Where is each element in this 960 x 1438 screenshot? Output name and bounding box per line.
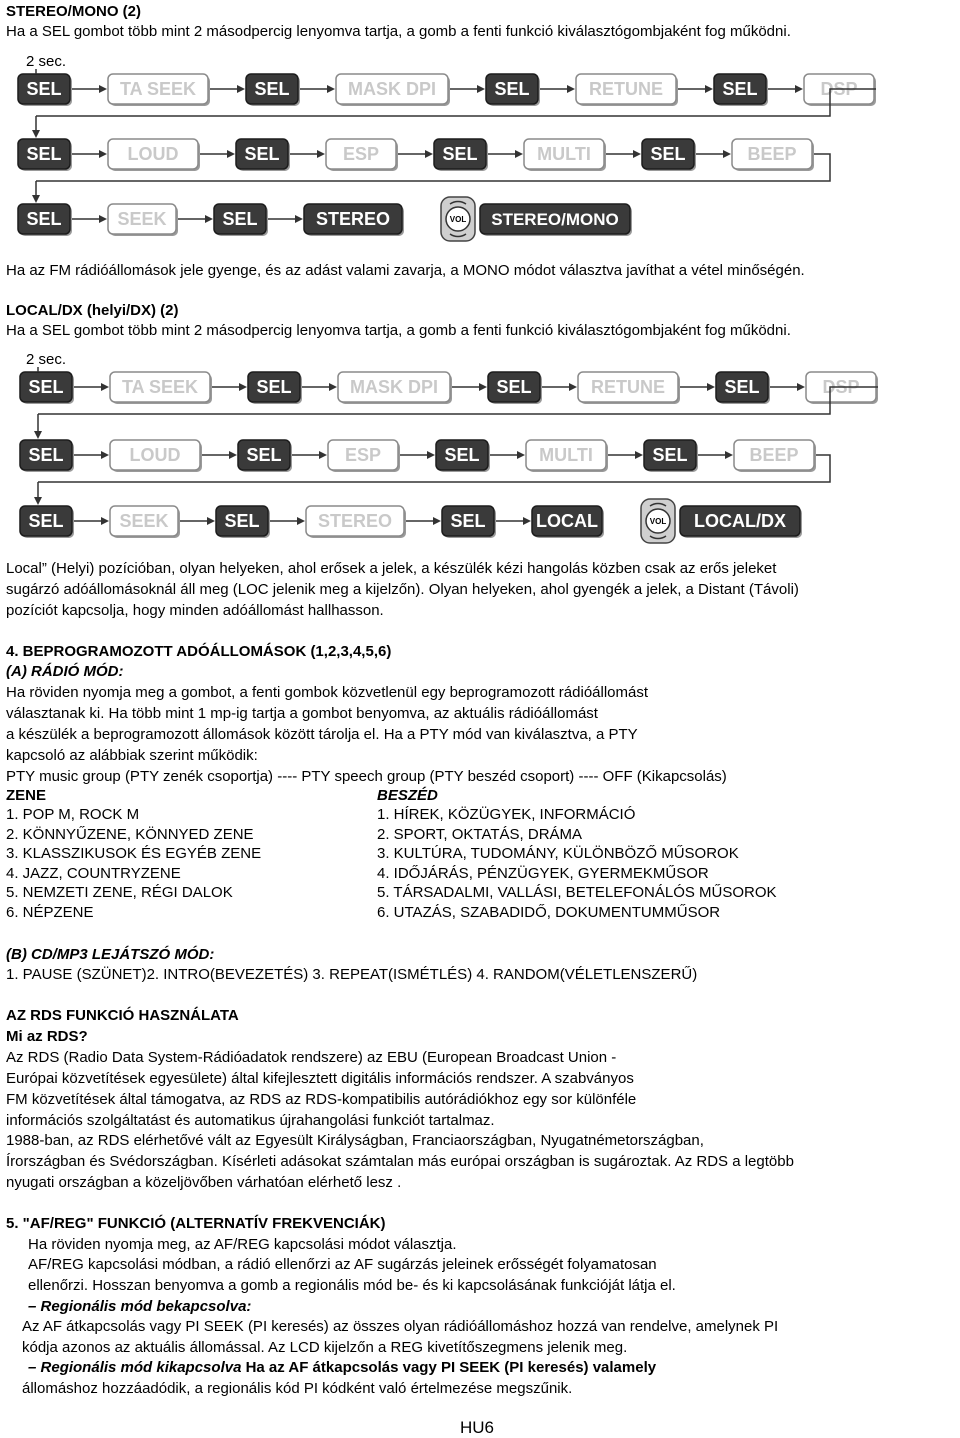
preset-text-line: választanak ki. Ha több mint 1 mp-ig tartja a gombot benyomva, az aktuális rádióállomást xyxy=(6,705,598,722)
af-text-line: ellenőrzi. Hosszan benyomva a gomb a regionális mód be- és ki kapcsolásának funkcióját látja el. xyxy=(28,1277,676,1294)
reg-on-label: – Regionális mód bekapcsolva: xyxy=(28,1298,252,1315)
flow-arrow-head xyxy=(723,150,731,158)
section-heading-presets: 4. BEPROGRAMOZOTT ADÓÁLLOMÁSOK (1,2,3,4,5,6) xyxy=(6,643,392,660)
dsp-button xyxy=(806,372,878,404)
flow-arrow-head xyxy=(99,150,107,158)
loud-button xyxy=(108,139,200,171)
loud-button xyxy=(110,440,202,472)
music-column-heading: ZENE xyxy=(6,787,47,804)
speech-column-heading: BESZÉD xyxy=(377,787,438,804)
preset-text-line: kapcsoló az alábbiak szerint működik: xyxy=(6,747,258,764)
local-para-line: sugárzó adóállomásoknál áll meg (LOC jelenik meg a kijelzőn). Olyan helyeken, ahol gyengék a jelek, a Distant (Távoli) xyxy=(6,581,799,598)
button-label: SEL xyxy=(650,144,686,164)
sel-button xyxy=(236,139,290,171)
button-label: SEEK xyxy=(119,511,169,531)
seek-button xyxy=(108,204,178,236)
flow-arrow-head xyxy=(101,383,109,391)
flow-arrow-head xyxy=(705,85,713,93)
flow-arrow-head xyxy=(297,517,305,525)
flow-arrow-head xyxy=(707,383,715,391)
sel-button xyxy=(434,139,488,171)
flow-arrow-head xyxy=(797,383,805,391)
sel-button xyxy=(642,139,696,171)
button-label: LOUD xyxy=(127,144,179,164)
button-label: MASK DPI xyxy=(347,79,437,99)
subheading-radio-mode: (A) RÁDIÓ MÓD: xyxy=(6,663,124,680)
sel-button xyxy=(714,74,768,106)
flow-arrow-head xyxy=(477,85,485,93)
multi-button xyxy=(524,139,606,171)
music-item: 6. NÉPZENE xyxy=(6,904,94,921)
flow-arrow-head xyxy=(229,451,237,459)
preset-text-line: PTY music group (PTY zenék csoportja) ---- PTY speech group (PTY beszéd csoport) ---- OFF (Kikapcsolás) xyxy=(6,768,727,785)
af-text-line: AF/REG kapcsolási módban, a rádió ellenőrzi az AF sugárzás jeleinek erősségét folyamatosan xyxy=(28,1256,657,1273)
rds-text-line: nyugati országban a közeljövőben várhatóan elérhető lesz . xyxy=(6,1174,402,1191)
volume-knob-icon xyxy=(441,197,475,241)
flow-arrow-head xyxy=(32,130,40,138)
button-label: SEL xyxy=(496,377,532,397)
speech-item: 4. IDŐJÁRÁS, PÉNZÜGYEK, GYERMEKMŰSOR xyxy=(377,865,709,882)
sel-button xyxy=(18,139,72,171)
button-label: SEL xyxy=(724,377,760,397)
mask-dpi-button xyxy=(338,372,452,404)
rds-text-line: Európai közvetítések egyesülete) által kifejlesztett digitális információs rendszer. A szabványos xyxy=(6,1070,634,1087)
knob-label: VOL xyxy=(649,517,667,526)
rds-text-line: információs szolgáltatást és automatikus újrahangolási funkciót tartalmaz. xyxy=(6,1112,495,1129)
flow-arrow-head xyxy=(99,85,107,93)
button-label: SEL xyxy=(224,511,260,531)
music-item: 5. NEMZETI ZENE, RÉGI DALOK xyxy=(6,884,233,901)
reg-off-label-text: Regionális mód kikapcsolva xyxy=(40,1359,242,1376)
flow-arrow-head xyxy=(635,451,643,459)
sel-button xyxy=(18,204,72,236)
flow-arrow-head xyxy=(99,215,107,223)
music-item: 4. JAZZ, COUNTRYZENE xyxy=(6,865,181,882)
retune-button xyxy=(576,74,678,106)
flow-arrow-head xyxy=(237,85,245,93)
preset-text-line: a készülék a beprogramozott állomások között tárolja el. Ha a PTY mód van kiválasztva, a PTY xyxy=(6,726,638,743)
button-label: SEL xyxy=(494,79,530,99)
rds-text-line: Az RDS (Radio Data System-Rádióadatok rendszere) az EBU (European Broadcast Union - xyxy=(6,1049,617,1066)
speech-item: 1. HÍREK, KÖZÜGYEK, INFORMÁCIÓ xyxy=(377,806,636,823)
button-label: STEREO xyxy=(315,209,391,229)
sel-button xyxy=(488,372,542,404)
flow-arrow-head xyxy=(34,431,42,439)
flow-arrow-head xyxy=(425,150,433,158)
subheading-cd-mode: (B) CD/MP3 LEJÁTSZÓ MÓD: xyxy=(6,946,215,963)
af-text-line: Ha röviden nyomja meg, az AF/REG kapcsolási módot választja. xyxy=(28,1236,457,1253)
sel-button xyxy=(248,372,302,404)
sel-button xyxy=(644,440,698,472)
flow-arrow-head xyxy=(207,517,215,525)
speech-item: 5. TÁRSADALMI, VALLÁSI, BETELEFONÁLÓS MŰSOROK xyxy=(377,884,777,901)
stereo-button xyxy=(304,204,404,236)
flow-arrow-head xyxy=(327,85,335,93)
preset-text-line: Ha röviden nyomja meg a gombot, a fenti gombok közvetlenül egy beprogramozott rádióállomást xyxy=(6,684,649,701)
flow-arrow-head xyxy=(239,383,247,391)
reg-on-line: Az AF átkapcsolás vagy PI SEEK (PI keresés) az összes olyan rádióállomáshoz hozzá van rendelve, amelynek PI xyxy=(22,1318,779,1335)
reg-off-rest: Ha az AF átkapcsolás vagy PI SEEK (PI keresés) valamely xyxy=(241,1359,657,1376)
button-label: SEL xyxy=(652,445,688,465)
button-label: SEL xyxy=(444,445,480,465)
button-label: ESP xyxy=(342,144,380,164)
ta-seek-button xyxy=(108,74,210,106)
flow-arrow-head xyxy=(34,497,42,505)
esp-button xyxy=(328,440,400,472)
flow-arrow-head xyxy=(427,451,435,459)
sel-button xyxy=(442,506,496,538)
flow-arrow-head xyxy=(569,383,577,391)
button-label: SEL xyxy=(450,511,486,531)
button-label: SEL xyxy=(26,209,62,229)
button-label: DSP xyxy=(820,79,858,99)
speech-item: 6. UTAZÁS, SZABADIDŐ, DOKUMENTUMMŰSOR xyxy=(377,904,721,921)
button-label: MULTI xyxy=(537,144,591,164)
button-label: SEL xyxy=(254,79,290,99)
section-heading-stereo-mono: STEREO/MONO (2) xyxy=(6,3,142,20)
retune-button xyxy=(578,372,680,404)
flow-arrow-head xyxy=(523,517,531,525)
stereo-mono-button xyxy=(480,204,632,236)
reg-on-line: kódja azonos az aktuális állomással. Az LCD kijelzőn a REG kivetítőszegmens jelenik meg. xyxy=(22,1339,628,1356)
button-label: ESP xyxy=(344,445,382,465)
button-label: RETUNE xyxy=(590,377,666,397)
flow-arrow-head xyxy=(101,451,109,459)
sel-button xyxy=(216,506,270,538)
flow-arrow-head xyxy=(515,150,523,158)
flow-arrow-head xyxy=(633,150,641,158)
af-reg-heading: 5. "AF/REG" FUNKCIÓ (ALTERNATÍV FREKVENCIÁK) xyxy=(6,1215,386,1232)
rds-text-line: 1988-ban, az RDS elérhetővé vált az Egyesült Királyságban, Franciaországban, Nyugatnémetországban, xyxy=(6,1132,704,1149)
flow-arrow-head xyxy=(433,517,441,525)
speech-item: 2. SPORT, OKTATÁS, DRÁMA xyxy=(377,826,583,843)
button-label: MULTI xyxy=(539,445,593,465)
section-text-local-dx: Ha a SEL gombot több mint 2 másodpercig lenyomva tartja, a gomb a fenti funkció kiválasztógombjaként fog működni. xyxy=(6,322,791,339)
flow-arrow-head xyxy=(795,85,803,93)
flow-arrow-head xyxy=(567,85,575,93)
knob-label: VOL xyxy=(449,215,467,224)
button-label: SEL xyxy=(28,511,64,531)
button-label: SEL xyxy=(244,144,280,164)
sel-button xyxy=(436,440,490,472)
section-heading-local-dx: LOCAL/DX (helyi/DX) (2) xyxy=(6,302,179,319)
beep-button xyxy=(732,139,814,171)
ta-seek-button xyxy=(110,372,212,404)
button-label: SEL xyxy=(256,377,292,397)
button-label: BEEP xyxy=(749,445,799,465)
button-label: TA SEEK xyxy=(119,79,197,99)
sel-button xyxy=(246,74,300,106)
rds-text-line: FM közvetítések által támogatva, az RDS az RDS-kompatibilis autórádiókhoz egy sor különféle xyxy=(6,1091,637,1108)
sel-button xyxy=(20,372,74,404)
button-label: STEREO/MONO xyxy=(491,210,619,229)
local-para-line: Local” (Helyi) pozícióban, olyan helyeken, ahol erősek a jelek, a készülék kézi hangolás közben csak az erős jeleket xyxy=(6,560,777,577)
reg-off-line-2: állomáshoz hozzáadódik, a regionális kód PI kódként való értelmezése megszűnik. xyxy=(22,1380,573,1397)
sel-button xyxy=(20,506,74,538)
reg-off-line xyxy=(28,1358,656,1377)
button-label: SEL xyxy=(28,445,64,465)
dsp-button xyxy=(804,74,876,106)
rds-text-line: Írországban és Svédországban. Kísérleti adásokat számtalan más európai országban is sugároztak. Az RDS a legtöbb xyxy=(6,1153,794,1170)
sel-button xyxy=(486,74,540,106)
flow-arrow-head xyxy=(295,215,303,223)
diagram-svg xyxy=(0,54,960,250)
cd-mode-line: 1. PAUSE (SZÜNET)2. INTRO(BEVEZETÉS) 3. REPEAT(ISMÉTLÉS) 4. RANDOM(VÉLETLENSZERŰ) xyxy=(6,966,698,983)
flow-arrow-head xyxy=(317,150,325,158)
multi-button xyxy=(526,440,608,472)
flow-arrow-head xyxy=(319,451,327,459)
sel-button xyxy=(716,372,770,404)
flow-arrow-head xyxy=(479,383,487,391)
flow-arrow-head xyxy=(329,383,337,391)
button-label: MASK DPI xyxy=(349,377,439,397)
button-label: SEL xyxy=(722,79,758,99)
sel-sequence-diagram-local xyxy=(0,352,960,556)
sel-sequence-diagram-stereo xyxy=(0,54,960,254)
music-item: 3. KLASSZIKUSOK ÉS EGYÉB ZENE xyxy=(6,845,262,862)
reg-off-label: – Regionális mód kikapcsolva xyxy=(28,1359,242,1376)
button-label: TA SEEK xyxy=(121,377,199,397)
button-label: SEL xyxy=(26,79,62,99)
button-label: SEL xyxy=(222,209,258,229)
flow-arrow-head xyxy=(517,451,525,459)
button-label: DSP xyxy=(822,377,860,397)
button-label: SEEK xyxy=(117,209,167,229)
volume-knob-icon xyxy=(641,499,675,543)
button-label: LOCAL xyxy=(536,511,598,531)
flow-arrow-head xyxy=(725,451,733,459)
button-label: LOCAL/DX xyxy=(694,511,786,531)
sel-button xyxy=(214,204,268,236)
stereo-button xyxy=(306,506,406,538)
flow-arrow-head xyxy=(205,215,213,223)
button-label: STEREO xyxy=(317,511,393,531)
esp-button xyxy=(326,139,398,171)
button-label: LOUD xyxy=(129,445,181,465)
sel-button xyxy=(238,440,292,472)
mono-note: Ha az FM rádióállomások jele gyenge, és az adást valami zavarja, a MONO módot választva javíthat a vétel minőségén. xyxy=(6,262,805,279)
beep-button xyxy=(734,440,816,472)
section-text-stereo-mono: Ha a SEL gombot több mint 2 másodpercig lenyomva tartja, a gomb a fenti funkció kiválasztógombjaként fog működni. xyxy=(6,23,791,40)
local-button xyxy=(532,506,604,538)
rds-heading: AZ RDS FUNKCIÓ HASZNÁLATA xyxy=(6,1007,239,1024)
local-para-line: pozíciót kapcsolja, hogy minden adóállomást hallhasson. xyxy=(6,602,384,619)
music-item: 1. POP M, ROCK M xyxy=(6,806,140,823)
mask-dpi-button xyxy=(336,74,450,106)
button-label: SEL xyxy=(246,445,282,465)
button-label: SEL xyxy=(442,144,478,164)
page-number: HU6 xyxy=(460,1418,495,1437)
flow-arrow-head xyxy=(227,150,235,158)
sel-button xyxy=(18,74,72,106)
button-label: SEL xyxy=(28,377,64,397)
music-item: 2. KÖNNYŰZENE, KÖNNYED ZENE xyxy=(6,826,254,843)
speech-item: 3. KULTÚRA, TUDOMÁNY, KÜLÖNBÖZŐ MŰSOROK xyxy=(377,845,739,862)
local-dx-button xyxy=(680,506,802,538)
flow-arrow-head xyxy=(32,195,40,203)
seek-button xyxy=(110,506,180,538)
diagram-svg xyxy=(0,352,960,552)
reg-on-label-text: Regionális mód bekapcsolva: xyxy=(40,1298,252,1315)
sel-button xyxy=(20,440,74,472)
flow-arrow-head xyxy=(101,517,109,525)
button-label: SEL xyxy=(26,144,62,164)
button-label: RETUNE xyxy=(588,79,664,99)
hold-duration-label: 2 sec. xyxy=(26,352,67,368)
button-label: BEEP xyxy=(747,144,797,164)
rds-question: Mi az RDS? xyxy=(6,1028,88,1045)
hold-duration-label: 2 sec. xyxy=(26,54,67,70)
